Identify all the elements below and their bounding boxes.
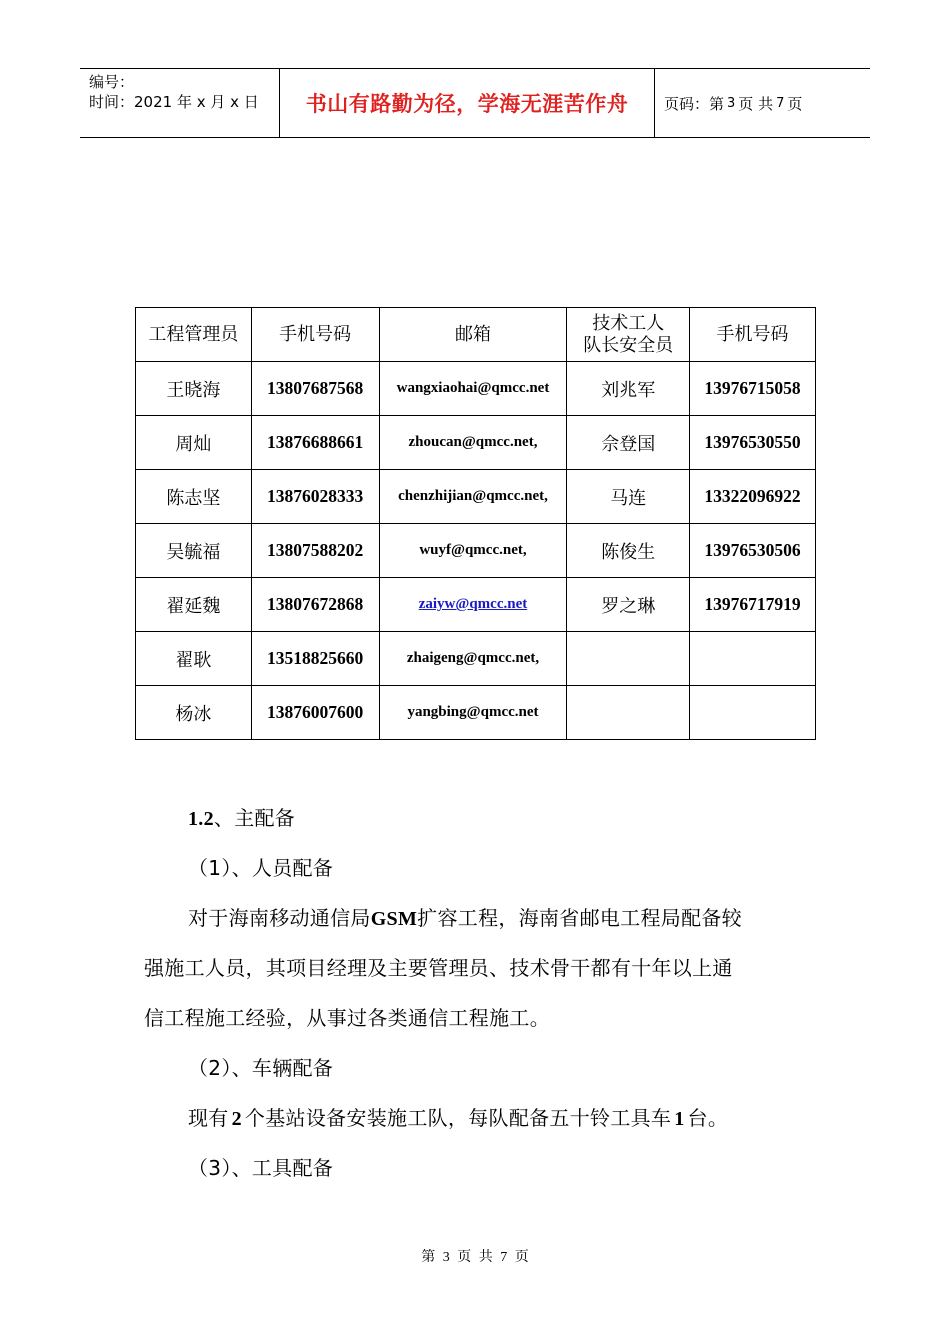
header-technical-leader-line1: 技术工人 — [592, 312, 665, 334]
paragraph-personnel-line2: 强施工人员，其项目经理及主要管理员、技术骨干都有十年以上通 — [144, 956, 733, 980]
table-row — [136, 578, 816, 632]
page-total: 7 — [776, 95, 785, 111]
subheading-tools: （3）、工具配备 — [188, 1156, 334, 1180]
table-row — [136, 686, 816, 740]
manager-phone: 13876688661 — [251, 416, 379, 470]
text-run-latin: 1 — [674, 1108, 685, 1130]
manager-name: 王晓海 — [136, 362, 252, 416]
text-run-latin: 2 — [231, 1108, 242, 1130]
table-row — [136, 632, 816, 686]
section-heading-text: 、主配备 — [213, 806, 296, 830]
manager-phone: 13518825660 — [251, 632, 379, 686]
page-suffix: 页 — [787, 94, 803, 113]
manager-name: 翟耿 — [136, 632, 252, 686]
manager-name: 杨冰 — [136, 686, 252, 740]
paragraph-vehicles — [188, 1106, 728, 1131]
page-footer: 第 3 页 共 7 页 — [421, 1250, 529, 1265]
table-row — [136, 416, 816, 470]
table-row — [136, 362, 816, 416]
page-prefix: 页码：第 — [664, 94, 725, 113]
text-run: 扩容工程，海南省邮电工程局配备较 — [417, 906, 742, 930]
manager-email: yangbing@qmcc.net — [379, 686, 567, 740]
leader-phone: 13976530506 — [690, 524, 816, 578]
leader-phone: 13976717919 — [690, 578, 816, 632]
header-engineering-manager: 工程管理员 — [136, 308, 252, 362]
header-email: 邮箱 — [379, 308, 567, 362]
manager-email: zhaigeng@qmcc.net, — [379, 632, 567, 686]
paragraph-personnel-line3: 信工程施工经验，从事过各类通信工程施工。 — [144, 1006, 550, 1030]
header-page-indicator — [655, 69, 870, 137]
leader-name: 马连 — [567, 470, 690, 524]
leader-name: 刘兆军 — [567, 362, 690, 416]
manager-phone: 13807588202 — [251, 524, 379, 578]
leader-name — [567, 686, 690, 740]
text-run: 对于海南移动通信局 — [188, 906, 371, 930]
paragraph-personnel-line1 — [188, 906, 742, 931]
manager-name: 陈志坚 — [136, 470, 252, 524]
page-mid: 页 共 — [738, 94, 774, 113]
text-run: 现有 — [188, 1106, 229, 1130]
table-row — [136, 524, 816, 578]
leader-name: 陈俊生 — [567, 524, 690, 578]
header-technical-leader-line2: 队长安全员 — [583, 334, 674, 356]
text-run: 个基站设备安装施工队，每队配备五十铃工具车 — [244, 1106, 672, 1130]
leader-phone — [690, 632, 816, 686]
header-meta — [80, 69, 280, 137]
page-header — [80, 68, 870, 138]
table-header-row — [136, 308, 816, 362]
section-heading — [188, 806, 295, 831]
manager-phone: 13876028333 — [251, 470, 379, 524]
document-time-label: 时间：2021 年 x 月 x 日 — [89, 93, 259, 111]
manager-name: 吴毓福 — [136, 524, 252, 578]
header-mobile-number-2: 手机号码 — [690, 308, 816, 362]
manager-phone: 13807687568 — [251, 362, 379, 416]
manager-email-link[interactable]: zaiyw@qmcc.net — [379, 578, 567, 632]
section-heading-number: 1.2 — [188, 808, 214, 830]
text-run: 台。 — [687, 1106, 729, 1130]
manager-email: wangxiaohai@qmcc.net — [379, 362, 567, 416]
table-row — [136, 470, 816, 524]
manager-name: 周灿 — [136, 416, 252, 470]
manager-name: 翟延魏 — [136, 578, 252, 632]
leader-phone — [690, 686, 816, 740]
manager-email: chenzhijian@qmcc.net, — [379, 470, 567, 524]
text-run-latin: GSM — [370, 908, 418, 930]
manager-email: wuyf@qmcc.net, — [379, 524, 567, 578]
manager-phone: 13807672868 — [251, 578, 379, 632]
staff-contact-table — [135, 307, 816, 740]
header-technical-leader — [567, 308, 690, 362]
subheading-personnel: （1）、人员配备 — [188, 856, 334, 880]
page-current: 3 — [727, 95, 736, 111]
leader-name — [567, 632, 690, 686]
leader-phone: 13322096922 — [690, 470, 816, 524]
header-mobile-number: 手机号码 — [251, 308, 379, 362]
leader-name: 罗之琳 — [567, 578, 690, 632]
document-number-label: 编号： — [89, 73, 135, 91]
manager-phone: 13876007600 — [251, 686, 379, 740]
header-motto: 书山有路勤为径，学海无涯苦作舟 — [280, 69, 655, 137]
leader-phone: 13976530550 — [690, 416, 816, 470]
manager-email: zhoucan@qmcc.net, — [379, 416, 567, 470]
subheading-vehicles: （2）、车辆配备 — [188, 1056, 334, 1080]
leader-name: 佘登国 — [567, 416, 690, 470]
leader-phone: 13976715058 — [690, 362, 816, 416]
